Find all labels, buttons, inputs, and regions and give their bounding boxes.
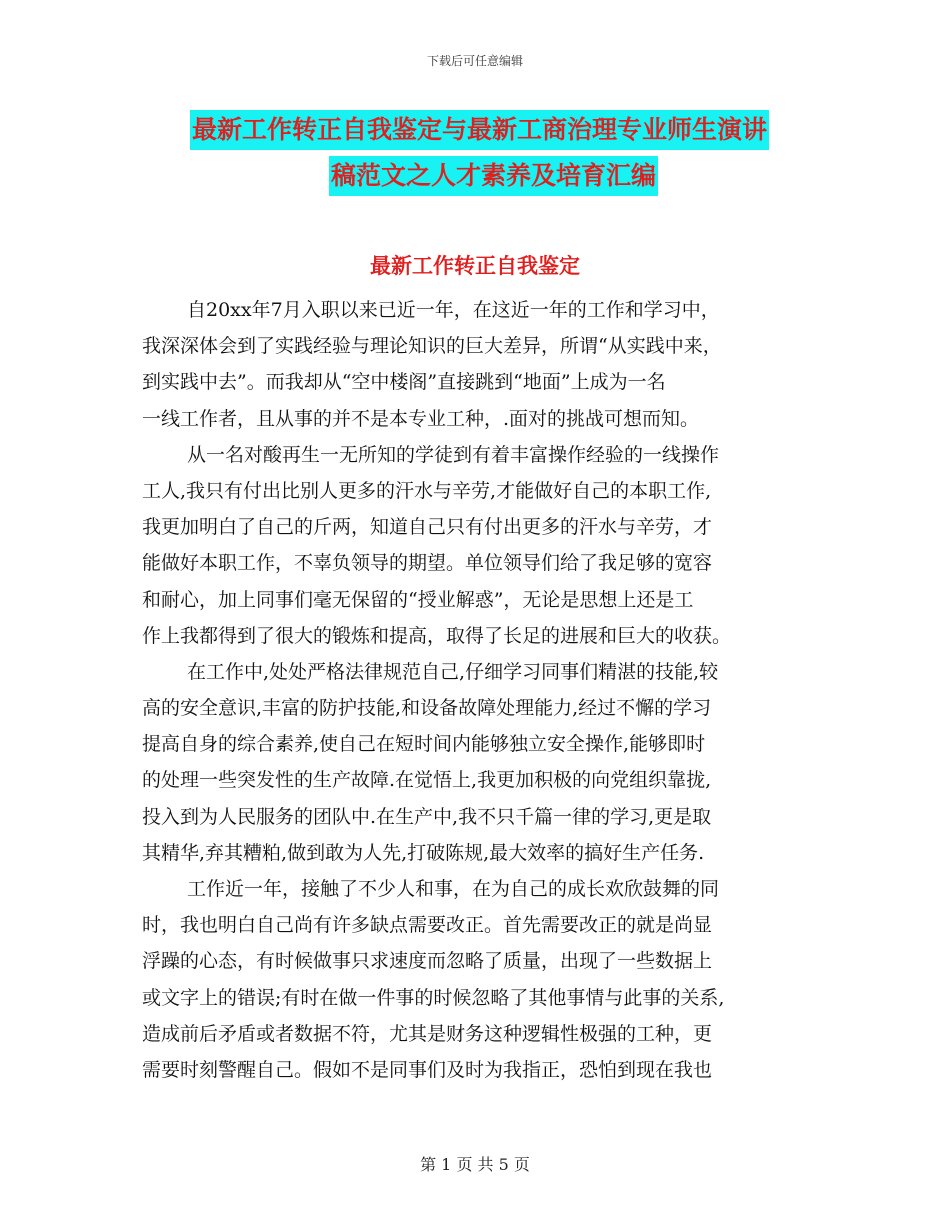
body-line: 能做好本职工作，不辜负领导的期望。单位领导们给了我足够的宽容 bbox=[142, 552, 713, 575]
body-line: 投入到为人民服务的团队中.在生产中,我不只千篇一律的学习,更是取 bbox=[142, 805, 712, 828]
title-line-2: 稿范文之人才素养及培育汇编 bbox=[329, 156, 658, 196]
body-line: 高的安全意识,丰富的防护技能,和设备故障处理能力,经过不懈的学习 bbox=[142, 697, 712, 720]
body-line: 提高自身的综合素养,使自己在短时间内能够独立安全操作,能够即时 bbox=[142, 733, 706, 756]
body-line: 和耐心，加上同事们毫无保留的“授业解惑”，无论是思想上还是工 bbox=[142, 588, 694, 611]
body-line: 我更加明白了自己的斤两，知道自己只有付出更多的汗水与辛劳，才 bbox=[142, 516, 713, 539]
section-heading: 最新工作转正自我鉴定 bbox=[370, 254, 580, 278]
body-line: 自20xx年7月入职以来已近一年，在这近一年的工作和学习中， bbox=[187, 299, 720, 321]
page-number-footer: 第 1 页 共 5 页 bbox=[420, 1155, 530, 1174]
body-line: 工人,我只有付出比别人更多的汗水与辛劳,才能做好自己的本职工作, bbox=[142, 479, 712, 502]
body-line: 工作近一年，接触了不少人和事，在为自己的成长欢欣鼓舞的同 bbox=[187, 878, 720, 900]
body-line: 的处理一些突发性的生产故障.在觉悟上,我更加积极的向党组织靠拢, bbox=[142, 769, 712, 792]
body-text bbox=[142, 292, 812, 1088]
body-line: 我深深体会到了实践经验与理论知识的巨大差异，所谓“从实践中来， bbox=[142, 335, 722, 358]
body-line: 其精华,弃其糟粕,做到敢为人先,打破陈规,最大效率的搞好生产任务. bbox=[142, 841, 705, 864]
body-line: 从一名对酸再生一无所知的学徒到有着丰富操作经验的一线操作 bbox=[187, 443, 720, 466]
body-line: 作上我都得到了很大的锻炼和提高，取得了长足的进展和巨大的收获。 bbox=[142, 624, 732, 647]
body-line: 需要时刻警醒自己。假如不是同事们及时为我指正，恐怕到现在我也 bbox=[142, 1058, 713, 1081]
body-line: 或文字上的错误;有时在做一件事的时候忽略了其他事情与此事的关系, bbox=[142, 986, 725, 1009]
body-line: 一线工作者，且从事的并不是本专业工种，.面对的挑战可想而知。 bbox=[142, 407, 700, 430]
body-line: 时，我也明白自己尚有许多缺点需要改正。首先需要改正的就是尚显 bbox=[142, 914, 713, 937]
body-line: 造成前后矛盾或者数据不符，尤其是财务这种逻辑性极强的工种，更 bbox=[142, 1022, 713, 1045]
body-line: 到实践中去”。而我却从“空中楼阁”直接跳到“地面”上成为一名 bbox=[142, 371, 666, 394]
body-line: 浮躁的心态，有时候做事只求速度而忽略了质量，出现了一些数据上 bbox=[142, 950, 713, 973]
header-note: 下载后可任意编辑 bbox=[426, 54, 523, 68]
body-line: 在工作中,处处严格法律规范自己,仔细学习同事们精湛的技能,较 bbox=[187, 660, 719, 683]
title-line-1: 最新工作转正自我鉴定与最新工商治理专业师生演讲 bbox=[190, 110, 769, 150]
